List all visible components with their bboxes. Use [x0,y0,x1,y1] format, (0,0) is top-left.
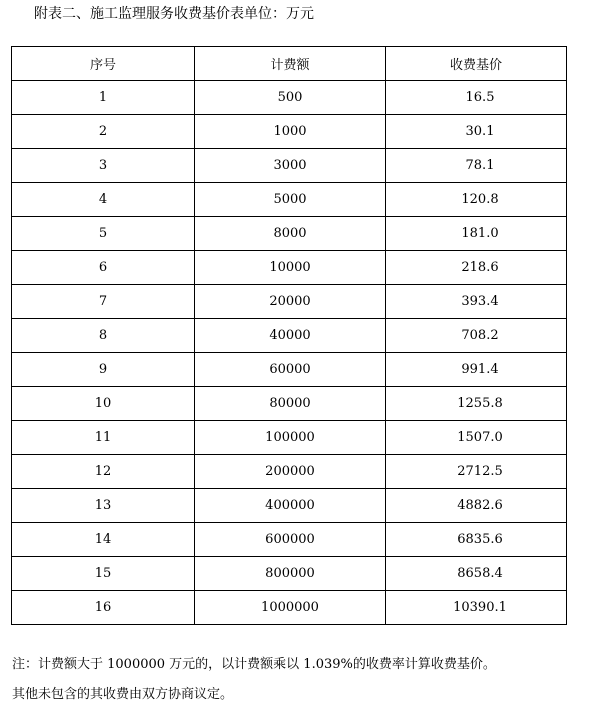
cell-fee-amount: 500 [195,81,386,115]
cell-index: 15 [12,557,195,591]
table-row [12,353,567,387]
cell-index: 4 [12,183,195,217]
cell-base-price: 120.8 [386,183,567,217]
cell-base-price: 8658.4 [386,557,567,591]
cell-fee-amount: 5000 [195,183,386,217]
cell-fee-amount: 1000 [195,115,386,149]
cell-index: 1 [12,81,195,115]
cell-index: 8 [12,319,195,353]
table-row [12,387,567,421]
header-index: 序号 [12,47,195,81]
cell-fee-amount: 3000 [195,149,386,183]
table-body [12,81,567,625]
table-row [12,591,567,625]
table-row [12,285,567,319]
table-row [12,115,567,149]
cell-base-price: 1507.0 [386,421,567,455]
footnote [12,650,496,710]
cell-base-price: 218.6 [386,251,567,285]
cell-index: 3 [12,149,195,183]
table-row [12,421,567,455]
table-row [12,319,567,353]
cell-fee-amount: 10000 [195,251,386,285]
footnote-line-1: 注：计费额大于 1000000 万元的，以计费额乘以 1.039%的收费率计算收费基价。 [12,657,496,672]
cell-index: 14 [12,523,195,557]
cell-fee-amount: 600000 [195,523,386,557]
table-row [12,251,567,285]
cell-fee-amount: 40000 [195,319,386,353]
header-fee-amount: 计费额 [195,47,386,81]
cell-base-price: 10390.1 [386,591,567,625]
cell-base-price: 1255.8 [386,387,567,421]
cell-index: 13 [12,489,195,523]
table-row [12,183,567,217]
cell-index: 12 [12,455,195,489]
cell-base-price: 2712.5 [386,455,567,489]
cell-base-price: 393.4 [386,285,567,319]
cell-index: 5 [12,217,195,251]
cell-fee-amount: 100000 [195,421,386,455]
table-row [12,81,567,115]
cell-fee-amount: 60000 [195,353,386,387]
header-base-price: 收费基价 [386,47,567,81]
cell-base-price: 708.2 [386,319,567,353]
cell-base-price: 16.5 [386,81,567,115]
cell-fee-amount: 20000 [195,285,386,319]
table-header-row [12,47,567,81]
cell-index: 6 [12,251,195,285]
cell-base-price: 991.4 [386,353,567,387]
cell-base-price: 30.1 [386,115,567,149]
cell-fee-amount: 8000 [195,217,386,251]
cell-fee-amount: 200000 [195,455,386,489]
fee-base-price-table [11,46,567,625]
cell-index: 16 [12,591,195,625]
cell-base-price: 6835.6 [386,523,567,557]
table-row [12,455,567,489]
cell-fee-amount: 80000 [195,387,386,421]
table-row [12,523,567,557]
cell-index: 11 [12,421,195,455]
cell-fee-amount: 1000000 [195,591,386,625]
cell-index: 2 [12,115,195,149]
table-row [12,489,567,523]
document-title: 附表二、施工监理服务收费基价表单位：万元 [34,6,314,22]
table-row [12,217,567,251]
cell-index: 7 [12,285,195,319]
cell-index: 9 [12,353,195,387]
cell-base-price: 181.0 [386,217,567,251]
cell-fee-amount: 400000 [195,489,386,523]
cell-fee-amount: 800000 [195,557,386,591]
cell-base-price: 4882.6 [386,489,567,523]
table-row [12,557,567,591]
table-row [12,149,567,183]
footnote-line-2: 其他未包含的其收费由双方协商议定。 [12,687,234,702]
cell-index: 10 [12,387,195,421]
cell-base-price: 78.1 [386,149,567,183]
